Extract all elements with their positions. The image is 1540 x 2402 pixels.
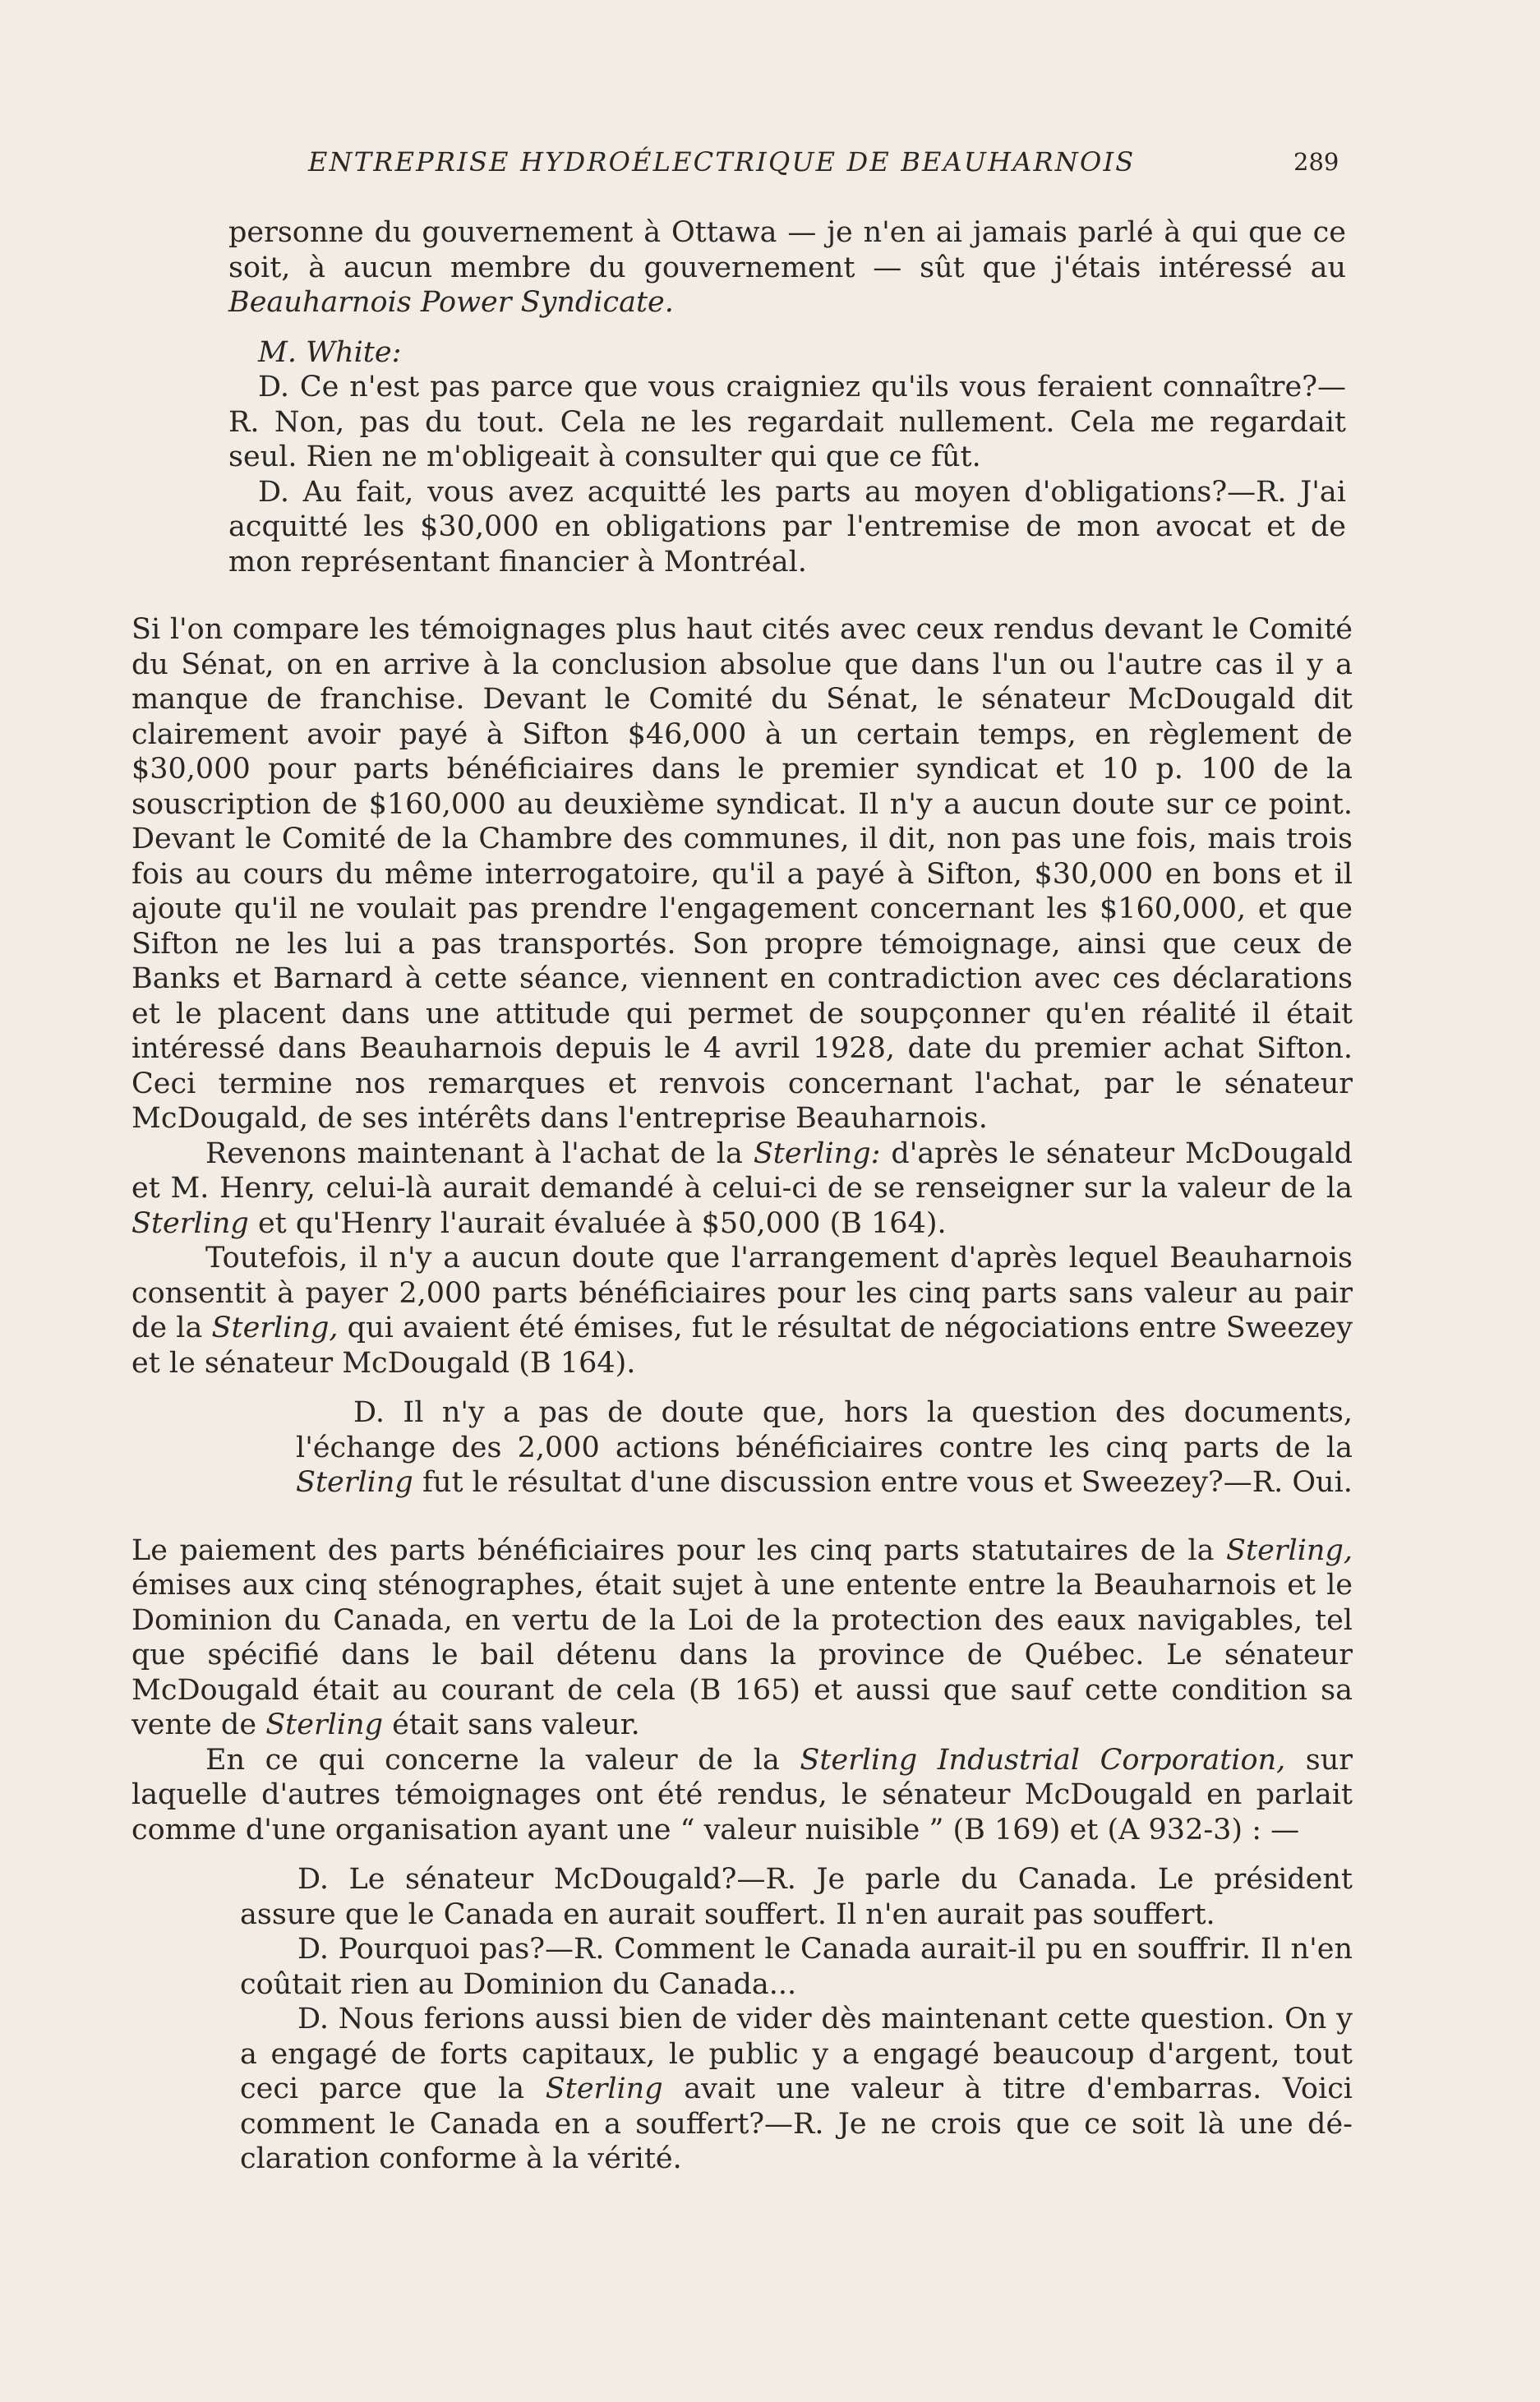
testimony-continuation (131, 215, 1353, 320)
testimony-question: D. Au fait, vous avez acquitté les parts au moyen d'obligations?—R. J'ai acquitté les $30,000 en obligations par l'entremise de mon avocat et de mon représentant financier à Montréal. (228, 475, 1346, 579)
paragraph: Revenons maintenant à l'achat de la Sterling: d'après le sénateur McDougald et M. Henry, celui-là aurait demandé à celui-ci de se renseigner sur la valeur de la Sterling et qu'Henry l'aurait évaluée à $50,000 (B 164). (131, 1136, 1353, 1240)
syndicate-name: Beauharnois Power Syndicate. (228, 286, 674, 319)
testimony-question: D. Nous ferions aussi bien de vider dès maintenant cette question. On y a engagé de forts capitaux, le public y a engagé beaucoup d'argent, tout ceci parce que la Sterling avait une valeur à titre d'embarras. Voici comment le Canada en a souffert?—R. Je ne crois que ce soit là une déclaration conforme à la vérité. (240, 2003, 1353, 2175)
paragraph: En ce qui concerne la valeur de la Sterling Industrial Corporation, sur laquelle d'autres témoignages ont été rendus, le sénateur McDougald en parlait comme d'une organisation ayant une “ valeur nuisible ” (B 169) et (A 932-3) : — (131, 1743, 1353, 1846)
page-header (0, 146, 1540, 187)
testimony-text: personne du gouvernement à Ottawa — je n'en ai jamais parlé à qui que ce soit, à aucun membre du gouvernement — sût que j'étais intéressé au (228, 216, 1346, 284)
paragraph: Si l'on compare les témoignages plus haut cités avec ceux rendus devant le Comité du Sénat, on en arrive à la conclusion absolue que dans l'un ou l'autre cas il y a manque de franchise. Devant le Comité du Sénat, le sénateur McDougald dit clairement avoir payé à Sifton $46,000 à un certain temps, en règlement de $30,000 pour parts bénéficiaires dans le premier syndicat et 10 p. 100 de la souscription de $160,000 au deuxième syndicat. Il n'y a aucun doute sur ce point. Devant le Comité de la Chambre des communes, il dit, non pas une fois, mais trois fois au cours du même interrogatoire, qu'il a payé à Sifton, $30,000 en bons et il ajoute qu'il ne voulait pas prendre l'engagement concernant les $160,000, et que Sifton ne les lui a pas transportés. Son propre témoignage, ainsi que ceux de Banks et Barnard à cette séance, viennent en contradiction avec ces déclarations et le placent dans une attitude qui permet de soupçonner qu'en réalité il était intéressé dans Beauharnois depuis le 4 avril 1928, date du premier achat Sifton. Ceci termine nos remarques et renvois concernant l'achat, par le sénateur McDougald, de ses intérêts dans l'entreprise Beauharnois. (131, 613, 1353, 1135)
speaker-label: M. White: (258, 335, 402, 369)
paragraph: Toutefois, il n'y a aucun doute que l'arrangement d'après lequel Beauharnois consentit à payer 2,000 parts bénéficiaires pour les cinq parts sans valeur au pair de la Sterling, qui avaient été émises, fut le résultat de négociations entre Sweezey et le sénateur McDougald (B 164). (131, 1242, 1353, 1380)
page-number: 289 (1293, 148, 1339, 176)
paragraph: Le paiement des parts bénéficiaires pour les cinq parts statutaires de la Sterling, émises aux cinq sténographes, était sujet à une entente entre la Beauharnois et le Dominion du Canada, en vertu de la Loi de la protection des eaux navigables, tel que spécifié dans le bail détenu dans la province de Québec. Le sénateur McDougald était au courant de cela (B 165) et aussi que sauf cette condition sa vente de Sterling était sans valeur. (131, 1533, 1353, 1741)
running-title: ENTREPRISE HYDROÉLECTRIQUE DE BEAUHARNOIS (308, 146, 1136, 177)
testimony-question: D. Le sénateur McDougald?—R. Je parle du Canada. Le président assure que le Canada en aurait souffert. Il n'en aurait pas souffert. (240, 1863, 1353, 1931)
testimony-question: D. Ce n'est pas parce que vous craigniez qu'ils vous feraient connaître?—R. Non, pas du tout. Cela ne les regardait nullement. Cela me regardait seul. Rien ne m'obligeait à consulter qui que ce fût. (228, 371, 1346, 473)
page-body (131, 215, 1353, 2177)
testimony-question: D. Il n'y a pas de doute que, hors la question des documents, l'échange des 2,000 actions bénéficiaires contre les cinq parts de la Sterling fut le résultat d'une discussion entre vous et Sweezey?—R. Oui. (296, 1396, 1353, 1499)
testimony-question: D. Pourquoi pas?—R. Comment le Canada aurait-il pu en souffrir. Il n'en coûtait rien au Dominion du Canada... (240, 1933, 1353, 2001)
